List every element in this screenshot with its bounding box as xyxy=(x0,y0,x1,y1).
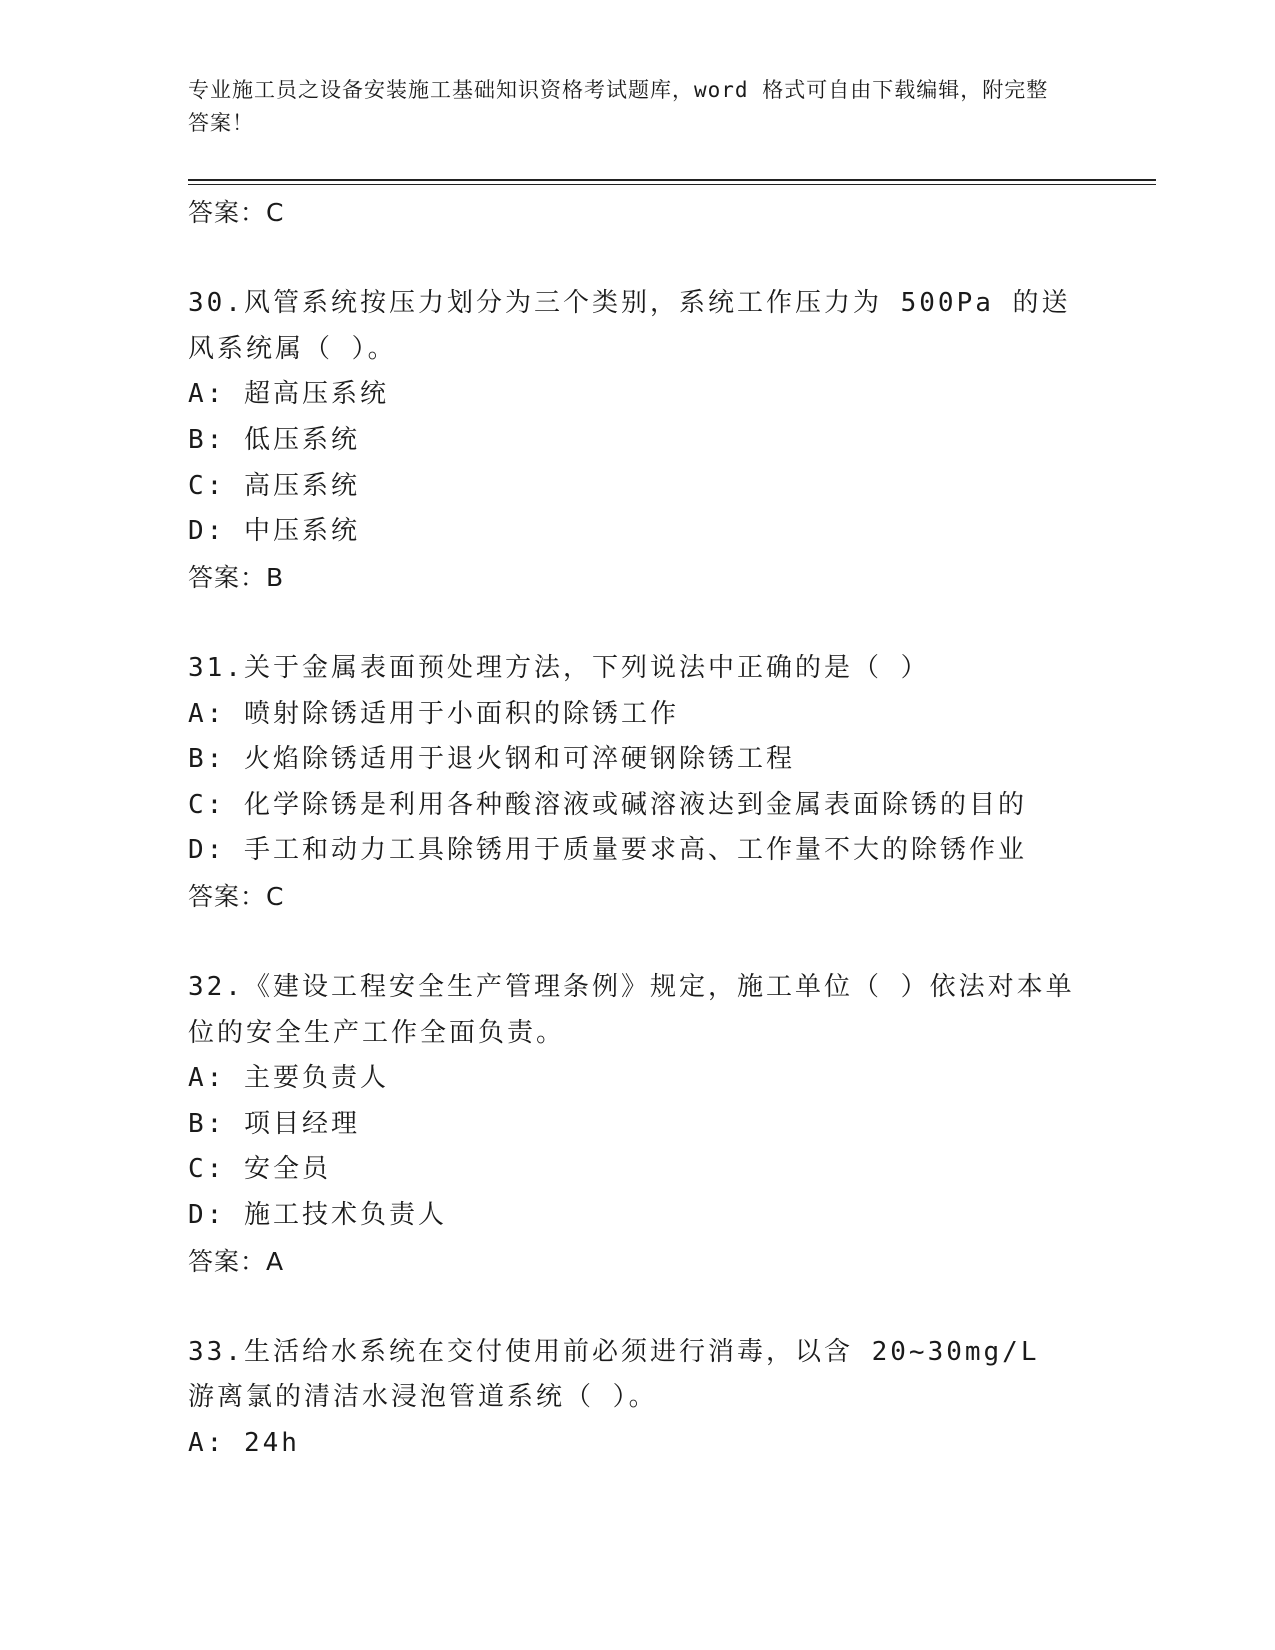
option-c: C: 高压系统 xyxy=(188,470,360,501)
question-stem: 33.生活给水系统在交付使用前必须进行消毒，以含 20~30mg/L 游离氯的清洁水浸泡管道系统（ ）。 xyxy=(188,1336,1040,1413)
question-stem: 31.关于金属表面预处理方法，下列说法中正确的是（ ） xyxy=(188,652,930,683)
option-a: A: 喷射除锈适用于小面积的除锈工作 xyxy=(188,698,679,729)
question-stem: 30.风管系统按压力划分为三个类别，系统工作压力为 500Pa 的送风系统属（ ）。 xyxy=(188,288,1071,364)
header-rule-thick xyxy=(188,179,1156,181)
option-a: A: 主要负责人 xyxy=(188,1063,389,1094)
option-d: D: 中压系统 xyxy=(188,516,360,547)
option-a: A: 超高压系统 xyxy=(188,379,389,410)
option-d: D: 手工和动力工具除锈用于质量要求高、工作量不大的除锈作业 xyxy=(188,835,1027,866)
answer-line: 答案：A xyxy=(188,1246,285,1276)
option-d: D: 施工技术负责人 xyxy=(188,1200,447,1231)
option-b: B: 低压系统 xyxy=(188,424,360,455)
question-stem: 32.《建设工程安全生产管理条例》规定，施工单位（ ）依法对本单位的安全生产工作全面负责。 xyxy=(188,972,1075,1048)
answer-line: 答案：B xyxy=(188,562,285,592)
question-list xyxy=(188,190,1078,1467)
option-c: C: 化学除锈是利用各种酸溶液或碱溶液达到金属表面除锈的目的 xyxy=(188,789,1027,820)
document-header: 专业施工员之设备安装施工基础知识资格考试题库，word 格式可自由下载编辑，附完整答案！ xyxy=(188,78,1049,135)
option-a: A: 24h xyxy=(188,1428,300,1459)
option-b: B: 项目经理 xyxy=(188,1108,360,1139)
question-block xyxy=(188,1330,1078,1467)
option-c: C: 安全员 xyxy=(188,1154,331,1185)
option-b: B: 火焰除锈适用于退火钢和可淬硬钢除锈工程 xyxy=(188,744,795,775)
answer-line: 答案：C xyxy=(188,881,285,911)
header-rule-thin xyxy=(188,184,1156,185)
answer-line: 答案：C xyxy=(188,198,285,227)
question-block xyxy=(188,646,1078,920)
question-block xyxy=(188,965,1078,1284)
question-block xyxy=(188,281,1078,600)
